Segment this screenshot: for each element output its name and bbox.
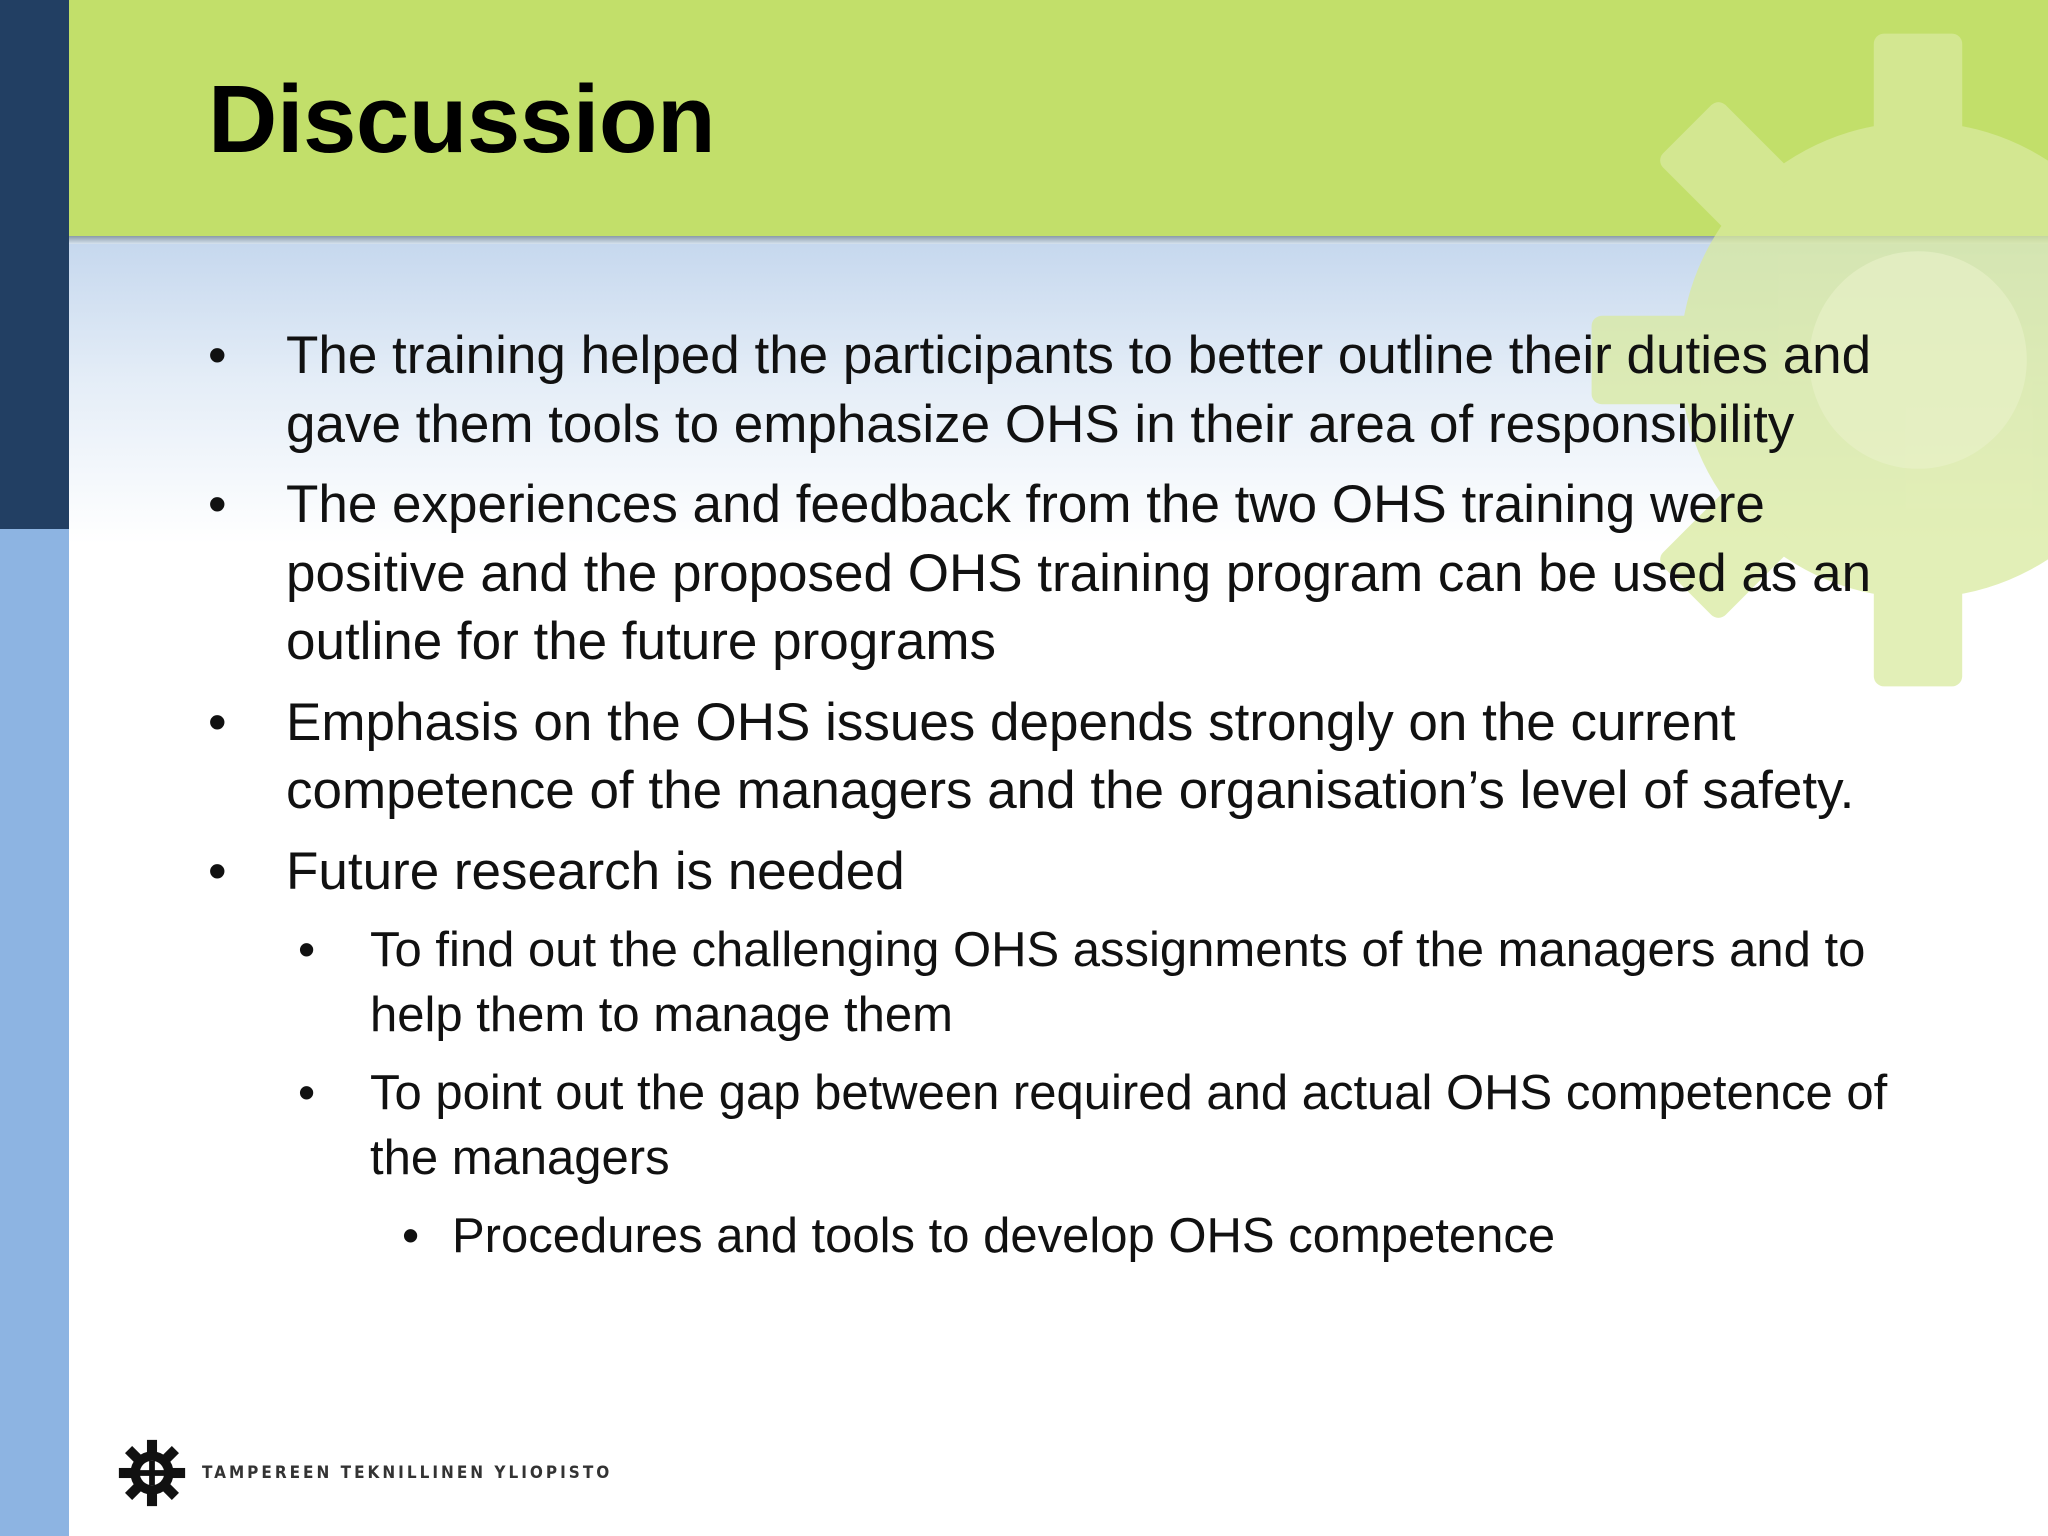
bullet-text: Future research is needed	[286, 841, 905, 901]
bullet-glyph: •	[298, 923, 316, 977]
bullet-list	[208, 322, 1928, 1269]
bullet-text: Emphasis on the OHS issues depends strongly on the current competence of the managers and the organisation’s level of safety.	[286, 692, 1855, 820]
bullet-item	[208, 322, 1928, 459]
sub-sub-bullet-text: Procedures and tools to develop OHS competence	[452, 1209, 1556, 1263]
university-name: TAMPEREEN TEKNILLINEN YLIOPISTO	[202, 1463, 613, 1483]
bullet-item	[208, 838, 1928, 907]
tut-gear-logo-icon	[116, 1437, 188, 1509]
bullet-glyph: •	[402, 1209, 420, 1263]
bullet-glyph: •	[208, 475, 227, 534]
sub-bullet-item	[298, 918, 1928, 1048]
sub-sub-bullet-item	[402, 1204, 1928, 1269]
sub-bullet-text: To point out the gap between required and actual OHS competence of the managers	[370, 1066, 1888, 1185]
bullet-item	[208, 689, 1928, 826]
bullet-glyph: •	[298, 1066, 316, 1120]
left-dark-stripe	[0, 0, 69, 529]
bullet-glyph: •	[208, 326, 227, 385]
university-logo	[116, 1437, 612, 1509]
sub-bullet-text: To find out the challenging OHS assignments of the managers and to help them to manage them	[370, 923, 1866, 1042]
slide-title: Discussion	[208, 66, 716, 173]
bullet-glyph: •	[208, 841, 227, 901]
left-light-stripe	[0, 529, 69, 1536]
sub-bullet-item	[298, 1061, 1928, 1191]
bullet-text: The experiences and feedback from the two OHS training were positive and the proposed OHS training program can be used as an outline for the future programs	[286, 475, 1872, 671]
bullet-item	[208, 471, 1928, 677]
bullet-glyph: •	[208, 692, 227, 752]
bullet-text: The training helped the participants to better outline their duties and gave them tools to emphasize OHS in their area of responsibility	[286, 326, 1872, 454]
